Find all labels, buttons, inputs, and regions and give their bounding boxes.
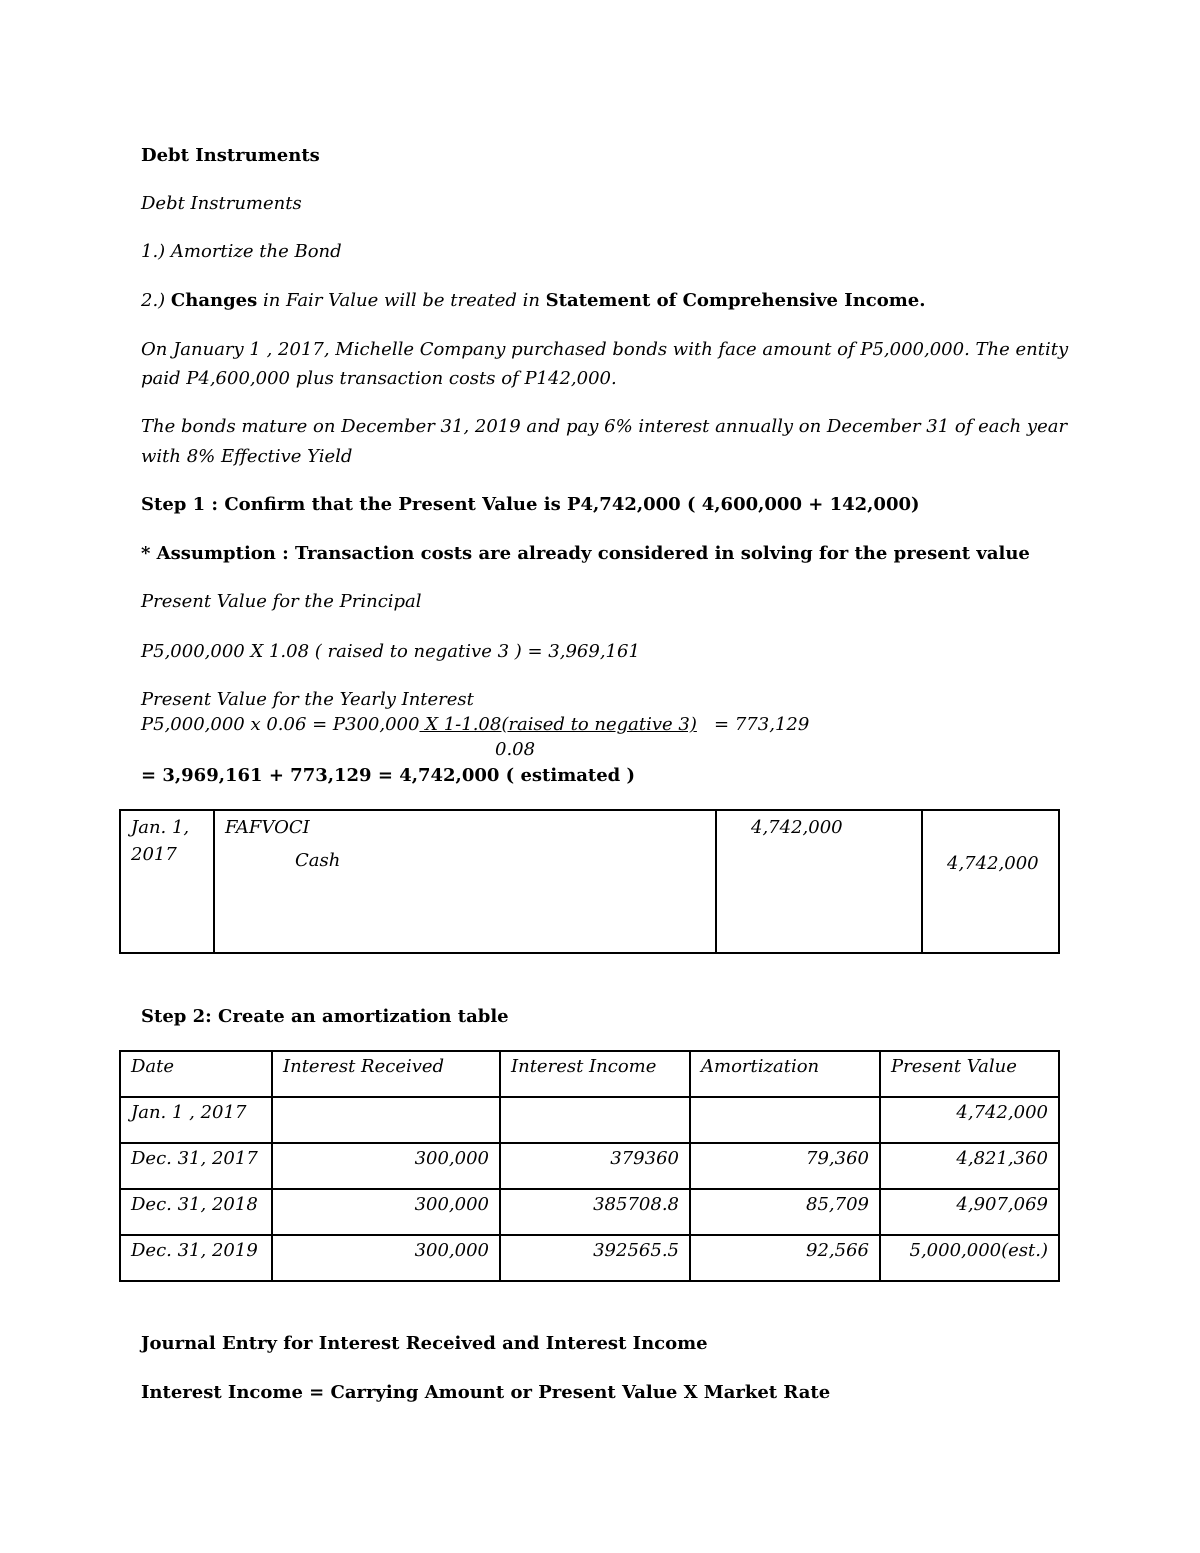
table-row [120, 1235, 1059, 1281]
journal-debit-amount: 4,742,000 [751, 817, 843, 838]
cell-present-value: 4,907,069 [880, 1189, 1059, 1235]
cell-date: Dec. 31, 2019 [120, 1235, 272, 1281]
header-interest-received: Interest Received [272, 1051, 500, 1097]
cell-date: Dec. 31, 2018 [120, 1189, 272, 1235]
journal-date-line-1: Jan. 1, [131, 817, 190, 838]
step-1-heading: Step 1 : Confirm that the Present Value is P4,742,000 ( 4,600,000 + 142,000) [141, 494, 920, 515]
table-row [120, 810, 1059, 953]
cell-interest-received: 300,000 [272, 1235, 500, 1281]
assumption-note: * Assumption : Transaction costs are already considered in solving for the present value [141, 543, 1030, 564]
cell-amortization: 92,566 [690, 1235, 880, 1281]
problem-line-3: The bonds mature on December 31, 2019 and pay 6% interest annually on December 31 of each year [141, 416, 1068, 437]
interest-income-formula: Interest Income = Carrying Amount or Present Value X Market Rate [141, 1382, 831, 1403]
journal-credit-amount: 4,742,000 [947, 853, 1039, 874]
list-item-1: 1.) Amortize the Bond [141, 241, 342, 262]
total-present-value: = 3,969,161 + 773,129 = 4,742,000 ( estimated ) [141, 765, 636, 786]
header-interest-income: Interest Income [500, 1051, 690, 1097]
list-item-2: 2.) Changes in Fair Value will be treated in Statement of Comprehensive Income. [141, 290, 926, 311]
pv-interest-denominator: 0.08 [495, 739, 536, 760]
cell-interest-income [500, 1097, 690, 1143]
pv-principal-label: Present Value for the Principal [141, 591, 422, 612]
cell-date: Jan. 1 , 2017 [120, 1097, 272, 1143]
journal-date-line-2: 2017 [131, 844, 177, 865]
problem-line-4: with 8% Effective Yield [141, 446, 353, 467]
cell-present-value: 4,821,360 [880, 1143, 1059, 1189]
cell-present-value: 4,742,000 [880, 1097, 1059, 1143]
header-date: Date [120, 1051, 272, 1097]
cell-interest-received: 300,000 [272, 1189, 500, 1235]
journal-credit-account: Cash [295, 850, 341, 871]
table-header-row [120, 1051, 1059, 1097]
journal-debit-cell [716, 810, 922, 953]
cell-date: Dec. 31, 2017 [120, 1143, 272, 1189]
header-present-value: Present Value [880, 1051, 1059, 1097]
journal-account-cell [214, 810, 716, 953]
problem-line-1: On January 1 , 2017, Michelle Company purchased bonds with face amount of P5,000,000. The entity [141, 339, 1069, 360]
journal-entry-heading: Journal Entry for Interest Received and Interest Income [141, 1333, 708, 1354]
journal-entry-table [119, 809, 1060, 954]
journal-debit-account: FAFVOCI [225, 817, 310, 838]
amortization-table [119, 1050, 1060, 1282]
cell-amortization: 85,709 [690, 1189, 880, 1235]
table-row [120, 1143, 1059, 1189]
step-2-heading: Step 2: Create an amortization table [141, 1006, 509, 1027]
journal-credit-cell [922, 810, 1059, 953]
journal-date-cell [120, 810, 214, 953]
cell-present-value: 5,000,000(est.) [880, 1235, 1059, 1281]
problem-line-2: paid P4,600,000 plus transaction costs of P142,000. [141, 368, 617, 389]
subtitle: Debt Instruments [141, 193, 302, 214]
header-amortization: Amortization [690, 1051, 880, 1097]
pv-interest-formula: P5,000,000 x 0.06 = P300,000 X 1-1.08(raised to negative 3) = 773,129 [141, 714, 810, 735]
cell-interest-received: 300,000 [272, 1143, 500, 1189]
pv-principal-formula: P5,000,000 X 1.08 ( raised to negative 3 ) = 3,969,161 [141, 641, 640, 662]
cell-interest-income: 379360 [500, 1143, 690, 1189]
cell-amortization: 79,360 [690, 1143, 880, 1189]
cell-interest-income: 392565.5 [500, 1235, 690, 1281]
cell-amortization [690, 1097, 880, 1143]
table-row [120, 1097, 1059, 1143]
pv-interest-label: Present Value for the Yearly Interest [141, 689, 474, 710]
cell-interest-income: 385708.8 [500, 1189, 690, 1235]
page-title: Debt Instruments [141, 145, 320, 166]
table-row [120, 1189, 1059, 1235]
cell-interest-received [272, 1097, 500, 1143]
